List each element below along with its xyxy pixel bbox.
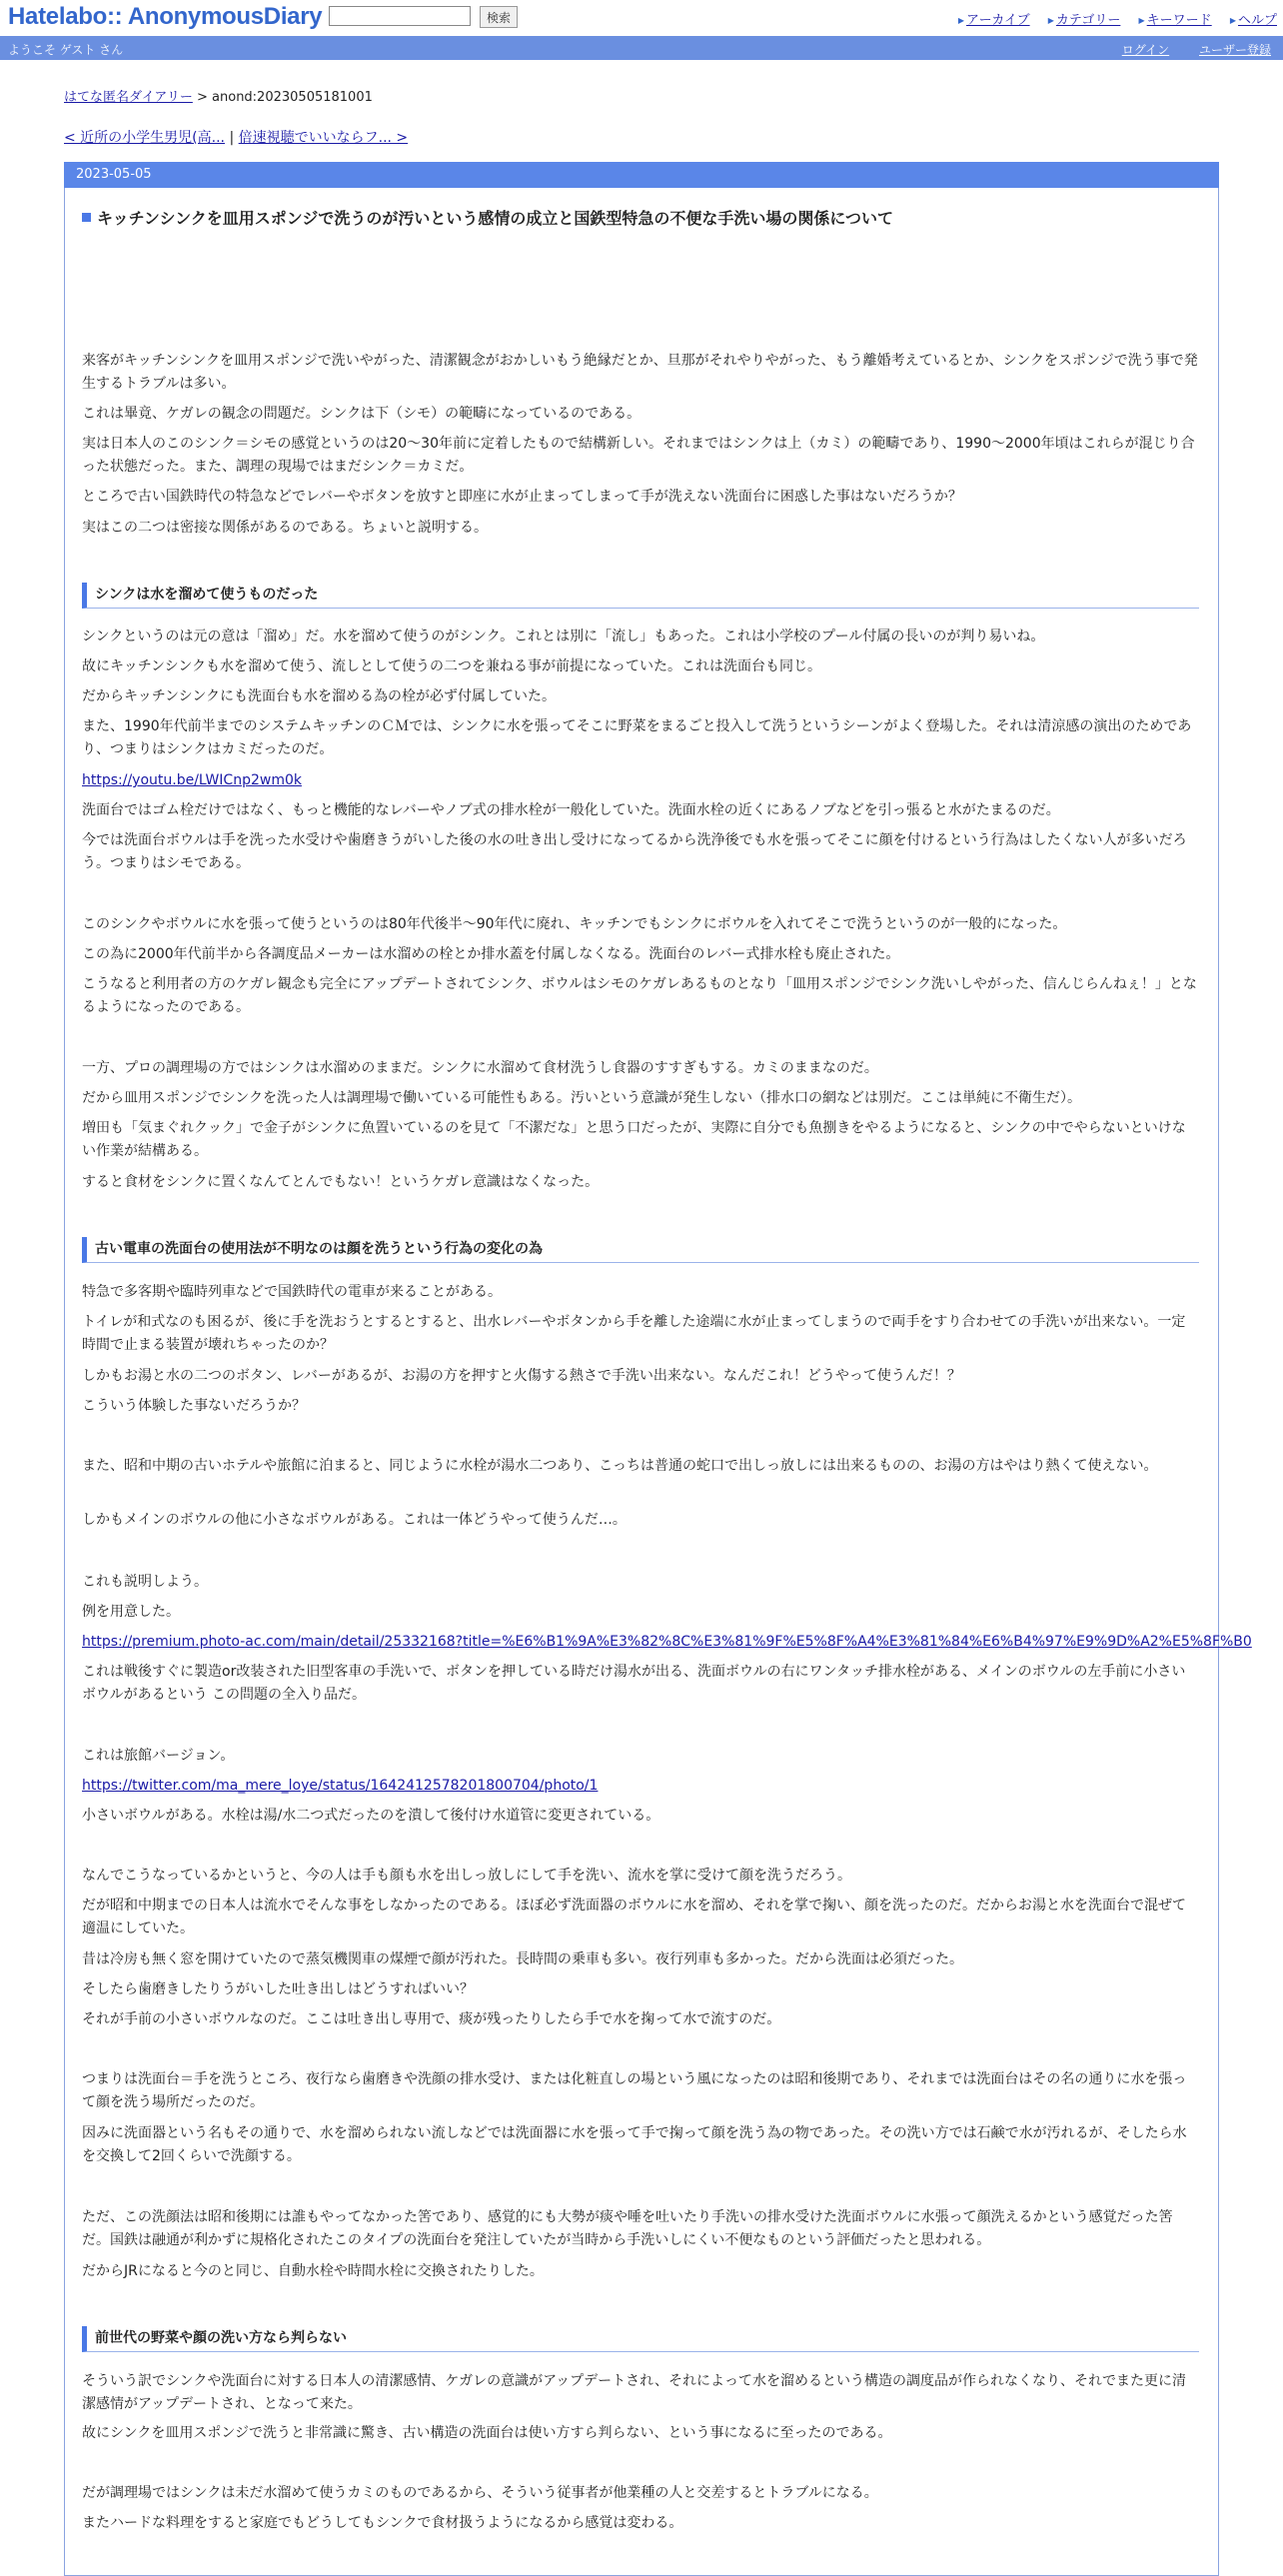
prev-entry-link[interactable]: < 近所の小学生男児(高... — [64, 130, 225, 146]
paragraph: だからキッチンシンクにも洗面台も水を溜める為の栓が必ず付属していた。 — [82, 688, 557, 704]
paragraph: そしたら歯磨きしたりうがいした吐き出しはどうすればいい？ — [82, 1981, 474, 1997]
paragraph: だが調理場ではシンクは未だ水溜めて使うカミのものであるから、そういう従事者が他業種の人と交差するとトラブルになる。 — [82, 2485, 878, 2501]
paragraph: 昔は冷房も無く窓を開けていたので蒸気機関車の煤煙で顔が汚れた。長時間の乗車も多い。夜行列車も多かった。だから洗面は必須だった。 — [82, 1951, 963, 1967]
breadcrumb-current: anond:20230505181001 — [212, 90, 373, 105]
entry-pager — [64, 127, 408, 147]
paragraph: だから皿用スポンジでシンクを洗った人は調理場で働いている可能性もある。汚いという意識が発生しない（排水口の網などは別だ。ここは単純に不衛生だ）。 — [82, 1090, 1082, 1106]
section-heading: 前世代の野菜や顔の洗い方なら判らない — [82, 2326, 1199, 2352]
nav-help-link[interactable]: ▶ ヘルプ — [1230, 13, 1277, 28]
top-header — [0, 0, 1283, 36]
breadcrumb — [64, 86, 373, 105]
paragraph: 小さいボウルがある。水栓は湯/水二つ式だったのを潰して後付け水道管に変更されている。 — [82, 1808, 660, 1824]
paragraph: またハードな料理をすると家庭でもどうしてもシンクで食材扱うようになるから感覚は変わる。 — [82, 2515, 683, 2531]
paragraph: 洗面台ではゴム栓だけではなく、もっと機能的なレバーやノブ式の排水栓が一般化していた。洗面水栓の近くにあるノブなどを引っ張ると水がたまるのだ。 — [82, 802, 1060, 818]
paragraph: 実は日本人のこのシンク＝シモの感覚というのは20～30年前に定着したもので結構新しい。それまではシンクは上（カミ）の範疇であり、1990～2000年頃はこれらが混じり合った状態だった。また、調理の現場ではまだシンク＝カミだ。 — [82, 436, 1195, 475]
paragraph: だが昭和中期までの日本人は流水でそんな事をしなかったのである。ほぼ必ず洗面器のボウルに水を溜め、それを掌で掬い、顔を洗ったのだ。だからお湯と水を洗面台で混ぜて適温にしていた。 — [82, 1898, 1187, 1936]
paragraph: こういう体験した事ないだろうか？ — [82, 1398, 306, 1414]
nav-archive-link[interactable]: ▶ アーカイブ — [958, 13, 1030, 28]
paragraph: 故にシンクを皿用スポンジで洗うと非常識に驚き、古い構造の洗面台は使い方すら判らない、という事になるに至ったのである。 — [82, 2425, 892, 2441]
twitter-link[interactable]: https://twitter.com/ma_mere_loye/status/1642412578201800704/photo/1 — [82, 1778, 599, 1794]
entry-title[interactable] — [82, 206, 893, 229]
login-link[interactable]: ログイン — [1121, 43, 1170, 57]
breadcrumb-home-link[interactable]: はてな匿名ダイアリー — [64, 90, 193, 105]
paragraph: 来客がキッチンシンクを皿用スポンジで洗いやがった、清潔観念がおかしいもう絶縁だとか、旦那がそれやりやがった、もう離婚考えているとか、シンクをスポンジで洗う事で発生するトラブルは多い。 — [82, 353, 1198, 392]
paragraph: また、昭和中期の古いホテルや旅館に泊まると、同じように水栓が湯水二つあり、こっちは普通の蛇口で出しっ放しには出来るものの、お湯の方はやはり熱くて使えない。 — [82, 1458, 1158, 1474]
paragraph: だからJRになると今のと同じ、自動水栓や時間水栓に交換されたりした。 — [82, 2263, 544, 2279]
paragraph: シンクというのは元の意は「溜め」だ。水を溜めて使うのがシンク。これとは別に「流し」もあった。これは小学校のプール付属の長いのが判り易いね。 — [82, 629, 1045, 644]
nav-keyword-link[interactable]: ▶ キーワード — [1139, 13, 1212, 28]
paragraph: 因みに洗面器という名もその通りで、水を溜められない流しなどでは洗面器に水を張って手で掬って顔を洗う為の物であった。その洗い方では石鹸で水が汚れるが、そしたら水を交換して2回くらいで洗顔する。 — [82, 2125, 1187, 2164]
paragraph: 特急で多客期や臨時列車などで国鉄時代の電車が来ることがある。 — [82, 1284, 502, 1300]
pager-separator: | — [229, 130, 235, 146]
paragraph: すると食材をシンクに置くなんてとんでもない！というケガレ意識はなくなった。 — [82, 1174, 600, 1190]
paragraph: この為に2000年代前半から各調度品メーカーは水溜めの栓とか排水蓋を付属しなくなる。洗面台のレバー式排水栓も廃止された。 — [82, 946, 900, 962]
paragraph: これは戦後すぐに製造or改装された旧型客車の手洗いで、ボタンを押している時だけ湯水が出る、洗面ボウルの右にワンタッチ排水栓がある、メインのボウルの左手前に小さいボウルがあるという この問題の全入り品だ。 — [82, 1664, 1186, 1703]
paragraph: しかもお湯と水の二つのボタン、レバーがあるが、お湯の方を押すと火傷する熱さで手洗い出来ない。なんだこれ！どうやって使うんだ！？ — [82, 1368, 961, 1384]
youtube-link[interactable]: https://youtu.be/LWICnp2wm0k — [82, 772, 302, 788]
paragraph: しかもメインのボウルの他に小さなボウルがある。これは一体どうやって使うんだ…。 — [82, 1512, 627, 1528]
photo-ac-link[interactable]: https://premium.photo-ac.com/main/detail/25332168?title=%E6%B1%9A%E3%82%8C%E3%81%9F%E5%8F%A4%E3%81%84%E6%B4%97%E9%9D%A2%E5%8F%B0 — [82, 1634, 1252, 1650]
paragraph: 例を用意した。 — [82, 1604, 180, 1620]
paragraph: そういう訳でシンクや洗面台に対する日本人の清潔感情、ケガレの意識がアップデートされ、それによって水を溜めるという構造の調度品が作られなくなり、それでまた更に清潔感情がアップデートされ、となって来た。 — [82, 2373, 1186, 2412]
paragraph: つまりは洗面台＝手を洗うところ、夜行なら歯磨きや洗顔の排水受け、または化粧直しの場という風になったのは昭和後期であり、それまでは洗面台はその名の通りに水を張って顔を洗う場所だったのだ。 — [82, 2071, 1187, 2110]
site-logo[interactable]: Hatelabo:: AnonymousDiary — [8, 3, 323, 30]
welcome-text: ようこそ ゲスト さん — [8, 43, 124, 57]
paragraph: なんでこうなっているかというと、今の人は手も顔も水を出しっ放しにして手を洗い、流水を掌に受けて顔を洗うだろう。 — [82, 1868, 851, 1884]
entry-title-text: キッチンシンクを皿用スポンジで洗うのが汚いという感情の成立と国鉄型特急の不便な手洗い場の関係について — [97, 209, 894, 228]
top-nav — [944, 9, 1277, 28]
paragraph: それが手前の小さいボウルなのだ。ここは吐き出し専用で、痰が残ったりしたら手で水を掬って水で流すのだ。 — [82, 2011, 781, 2027]
paragraph: これは旅館バージョン。 — [82, 1748, 235, 1764]
section-heading: シンクは水を溜めて使うものだった — [82, 583, 1199, 609]
paragraph: こうなると利用者の方のケガレ観念も完全にアップデートされてシンク、ボウルはシモのケガレあるものとなり「皿用スポンジでシンク洗いしやがった、信んじらんねぇ！」となるようになったのである。 — [82, 976, 1197, 1015]
paragraph: これは畢竟、ケガレの観念の問題だ。シンクは下（シモ）の範疇になっているのである。 — [82, 406, 642, 422]
next-entry-link[interactable]: 倍速視聴でいいならフ... > — [238, 130, 409, 146]
paragraph: 実はこの二つは密接な関係があるのである。ちょいと説明する。 — [82, 520, 488, 536]
nav-category-link[interactable]: ▶ カテゴリー — [1048, 13, 1121, 28]
paragraph: ただ、この洗顔法は昭和後期には誰もやってなかった筈であり、感覚的にも大勢が痰や唾を吐いたり手洗いの排水受けた洗面ボウルに水張って顔洗えるかという感覚だった筈だ。国鉄は融通が利かずに規格化されたこのタイプの洗面台を発注していたが当時から手洗いしにくい不便なものという評価だったと思われる。 — [82, 2209, 1173, 2248]
search-button[interactable]: 検索 — [480, 6, 518, 28]
paragraph: このシンクやボウルに水を張って使うというのは80年代後半～90年代に廃れ、キッチンでもシンクにボウルを入れてそこで洗うというのが一般的になった。 — [82, 916, 1067, 932]
paragraph: これも説明しよう。 — [82, 1574, 208, 1590]
paragraph: トイレが和式なのも困るが、後に手を洗おうとするとすると、出水レバーやボタンから手を離した途端に水が止まってしまうので両手をすり合わせての手洗いが出来ない。一定時間で止まる装置が壊れちゃったのか？ — [82, 1314, 1186, 1353]
section-heading: 古い電車の洗面台の使用法が不明なのは顔を洗うという行為の変化の為 — [82, 1237, 1199, 1263]
entry-date-header: 2023-05-05 — [64, 162, 1219, 188]
welcome-bar — [0, 36, 1283, 60]
breadcrumb-separator: > — [196, 90, 208, 105]
register-link[interactable]: ユーザー登録 — [1198, 43, 1271, 57]
paragraph: 今では洗面台ボウルは手を洗った水受けや歯磨きうがいした後の水の吐き出し受けになってるから洗浄後でも水を張ってそこに顔を付けるという行為はしたくない人が多いだろう。つまりはシモである。 — [82, 832, 1187, 871]
square-bullet-icon — [82, 213, 91, 222]
search-input[interactable] — [329, 6, 471, 26]
paragraph: 増田も「気まぐれクック」で金子がシンクに魚置いているのを見て「不潔だな」と思う口だったが、実際に自分でも魚捌きをやるようになると、シンクの中でやらないといけない作業が結構ある。 — [82, 1120, 1186, 1159]
paragraph: ところで古い国鉄時代の特急などでレバーやボタンを放すと即座に水が止まってしまって手が洗えない洗面台に困惑した事はないだろうか？ — [82, 489, 962, 505]
paragraph: 一方、プロの調理場の方ではシンクは水溜めのままだ。シンクに水溜めて食材洗うし食器のすすぎもする。カミのままなのだ。 — [82, 1060, 878, 1076]
paragraph: また、1990年代前半までのシステムキッチンのＣＭでは、シンクに水を張ってそこに野菜をまるごと投入して洗うというシーンがよく登場した。それは清涼感の演出のためであり、つまりはシンクはカミだったのだ。 — [82, 718, 1192, 757]
paragraph: 故にキッチンシンクも水を溜めて使う、流しとして使うの二つを兼ねる事が前提になっていた。これは洗面台も同じ。 — [82, 658, 822, 674]
